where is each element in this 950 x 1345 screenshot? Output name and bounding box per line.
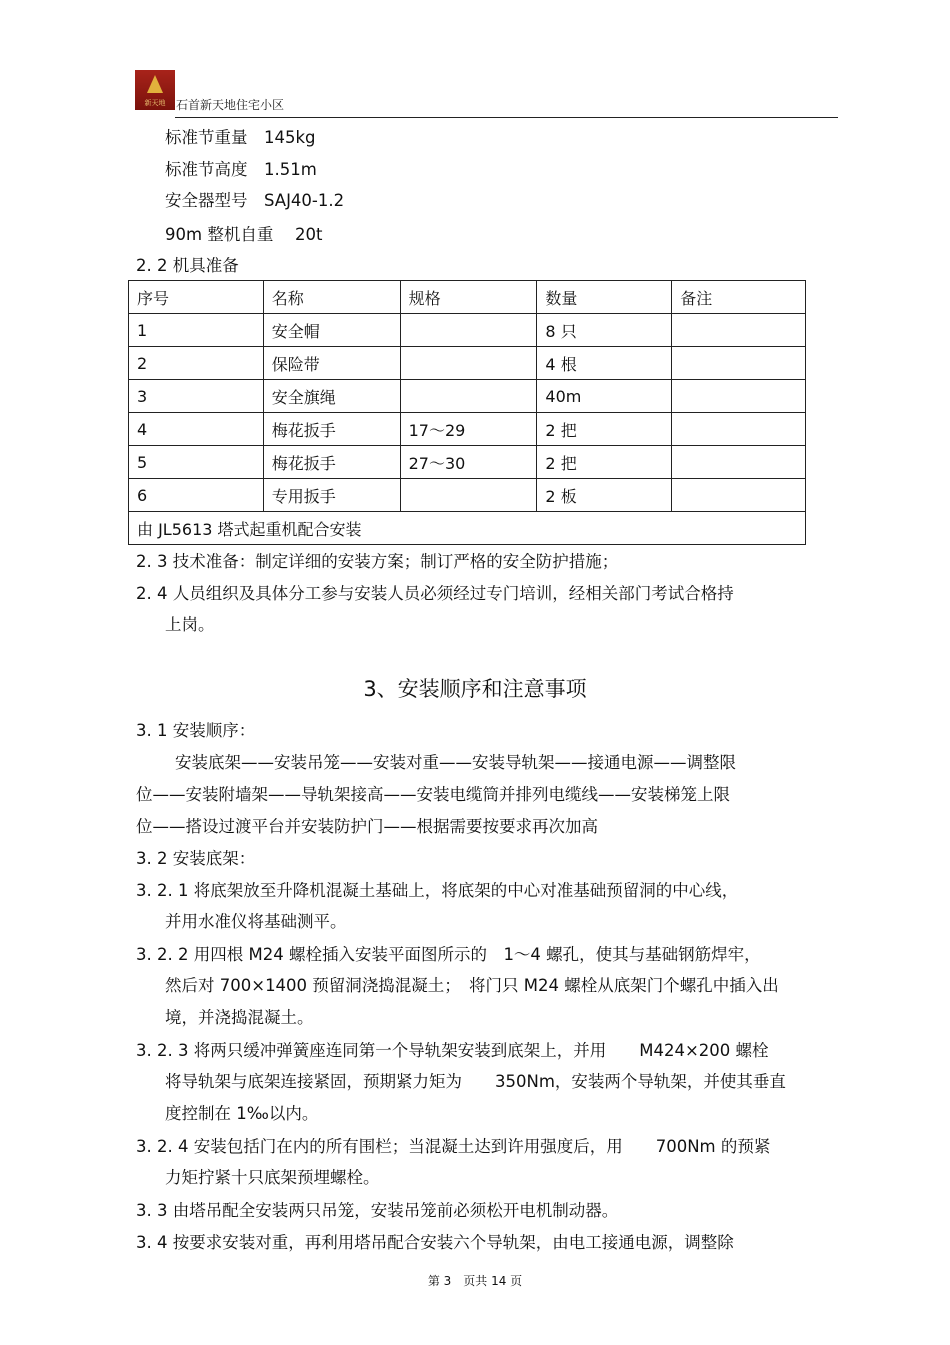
table-header-row [129,281,806,314]
table-row [129,314,806,347]
table-cell: 5 [129,446,264,479]
table-row [129,347,806,380]
table-cell [400,479,537,512]
spec-line: 90m 整机自重 20t [165,225,323,244]
table-cell [672,380,806,413]
paragraph-line: 位——搭设过渡平台并安装防护门——根据需要按要求再次加高 [136,817,598,836]
logo-text: 新天地 [144,99,166,107]
table-header-cell: 数量 [537,281,672,314]
table-cell: 3 [129,380,264,413]
paragraph-line: 3. 1 安装顺序： [136,721,256,740]
paragraph-line: 3. 4 按要求安装对重，再利用塔吊配合安装六个导轨架，由电工接通电源，调整除 [136,1233,734,1252]
paragraph-line: 然后对 700×1400 预留洞浇捣混凝土； 将门只 M24 螺栓从底架门个螺孔中插入出 [165,976,779,995]
table-cell: 梅花扳手 [263,413,400,446]
table-cell [400,314,537,347]
paragraph-line: 将导轨架与底架连接紧固，预期紧力矩为 350Nm，安装两个导轨架，并使其垂直 [165,1072,786,1091]
table-cell [672,347,806,380]
table-cell [672,479,806,512]
page-footer: 第 3 页共 14 页 [427,1274,523,1288]
paragraph-line: 2. 3 技术准备：制定详细的安装方案；制订严格的安全防护措施； [136,552,619,571]
section-title: 3、安装顺序和注意事项 [363,677,587,701]
spec-line: 安全器型号 SAJ40-1.2 [165,191,345,210]
spec-line: 标准节高度 1.51m [165,160,317,179]
paragraph-line: 位——安装附墙架——导轨架接高——安装电缆筒并排列电缆线——安装梯笼上限 [136,785,730,804]
table-cell: 2 [129,347,264,380]
table-cell: 40m [537,380,672,413]
section-heading: 2. 2 机具准备 [136,256,239,275]
table-cell: 6 [129,479,264,512]
table-cell: 27～30 [400,446,537,479]
table-footer-row [129,512,806,545]
paragraph-line: 上岗。 [165,615,215,634]
equipment-table [128,280,806,545]
table-cell [400,347,537,380]
table-header-cell: 备注 [672,281,806,314]
paragraph-line: 境，并浇捣混凝土。 [165,1008,314,1027]
table-cell: 4 [129,413,264,446]
table-cell: 2 板 [537,479,672,512]
paragraph-line: 3. 2. 4 安装包括门在内的所有围栏；当混凝土达到许用强度后，用 700Nm 的预紧 [136,1137,771,1156]
paragraph-line: 3. 2 安装底架： [136,849,256,868]
table-row [129,413,806,446]
project-name: 石首新天地住宅小区 [176,98,285,112]
table-cell [400,380,537,413]
paragraph-line: 度控制在 1‰以内。 [165,1104,319,1123]
pagoda-icon [147,75,163,93]
table-row [129,446,806,479]
paragraph-line: 安装底架——安装吊笼——安装对重——安装导轨架——接通电源——调整限 [175,753,736,772]
table-row [129,380,806,413]
paragraph-line: 3. 2. 1 将底架放至升降机混凝土基础上，将底架的中心对准基础预留洞的中心线， [136,881,739,900]
paragraph-line: 力矩拧紧十只底架预埋螺栓。 [165,1168,380,1187]
table-cell: 2 把 [537,446,672,479]
table-cell [672,446,806,479]
paragraph-line: 2. 4 人员组织及具体分工参与安装人员必须经过专门培训，经相关部门考试合格持 [136,584,734,603]
table-cell: 安全帽 [263,314,400,347]
table-header-cell: 序号 [129,281,264,314]
table-cell: 保险带 [263,347,400,380]
paragraph-line: 3. 2. 2 用四根 M24 螺栓插入安装平面图所示的 1～4 螺孔，使其与基础钢筋焊牢， [136,945,761,964]
table-cell: 4 根 [537,347,672,380]
table-cell [672,413,806,446]
table-header-cell: 名称 [263,281,400,314]
table-cell: 安全旗绳 [263,380,400,413]
company-logo [135,70,175,110]
paragraph-line: 3. 3 由塔吊配全安装两只吊笼，安装吊笼前必须松开电机制动器。 [136,1201,619,1220]
table-header-cell: 规格 [400,281,537,314]
table-cell: 梅花扳手 [263,446,400,479]
table-footer-cell: 由 JL5613 塔式起重机配合安装 [129,512,806,545]
table-row [129,479,806,512]
table-cell: 专用扳手 [263,479,400,512]
table-cell [672,314,806,347]
paragraph-line: 3. 2. 3 将两只缓冲弹簧座连同第一个导轨架安装到底架上，并用 M424×200 螺栓 [136,1041,769,1060]
paragraph-line: 并用水准仪将基础测平。 [165,912,347,931]
table-cell: 1 [129,314,264,347]
table-cell: 8 只 [537,314,672,347]
spec-line: 标准节重量 145kg [165,128,316,147]
table-cell: 2 把 [537,413,672,446]
table-cell: 17～29 [400,413,537,446]
header-divider [175,117,838,118]
